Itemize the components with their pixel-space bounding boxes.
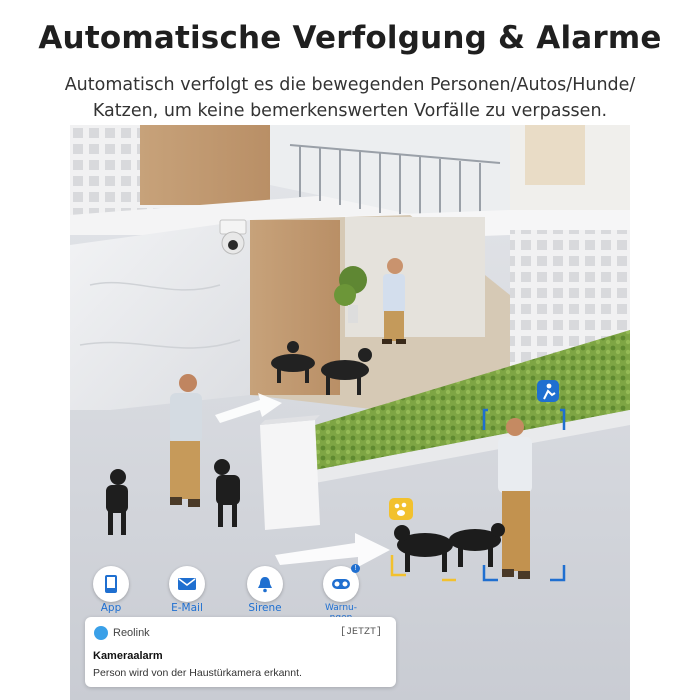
channel-label: App [100, 602, 122, 614]
channel-label: E-Mail [171, 602, 203, 614]
channel-label: Sirene [248, 602, 282, 614]
notification-time: [JETZT] [339, 627, 382, 638]
page-title: Automatische Verfolgung & Alarme [38, 20, 662, 56]
phone-icon [93, 566, 129, 602]
alarm-icon: ! [323, 566, 359, 602]
page-subtitle [40, 72, 660, 124]
pet-detect-badge [389, 498, 413, 520]
notification-title: Kameraalarm [93, 650, 163, 662]
subtitle-line-2: Katzen, um keine bemerkenswerten Vorfälle zu verpassen. [92, 101, 608, 121]
alert-channels [85, 566, 385, 618]
person-detect-badge [537, 380, 559, 402]
person-right [498, 418, 532, 579]
notification-body: Person wird von der Haustürkamera erkannt. [93, 667, 302, 679]
bell-icon [247, 566, 283, 602]
mail-icon [169, 566, 205, 602]
reolink-logo-icon [94, 626, 108, 640]
subtitle-line-1: Automatisch verfolgt es die bewegenden Personen/Autos/Hunde/ [64, 75, 636, 95]
channel-siren[interactable] [239, 566, 291, 614]
header [0, 0, 700, 125]
channel-label: Warnu- [324, 603, 358, 613]
upper-wood-wall [140, 125, 270, 205]
person-left [170, 374, 202, 507]
ptz-camera [220, 220, 246, 254]
channel-email[interactable] [161, 566, 213, 614]
upper-window [525, 125, 585, 185]
channel-warnings[interactable] [315, 566, 367, 623]
notification-app-name: Reolink [113, 627, 150, 639]
notification-card[interactable] [85, 617, 396, 687]
concrete-pillar [260, 420, 320, 530]
channel-app[interactable] [85, 566, 137, 614]
